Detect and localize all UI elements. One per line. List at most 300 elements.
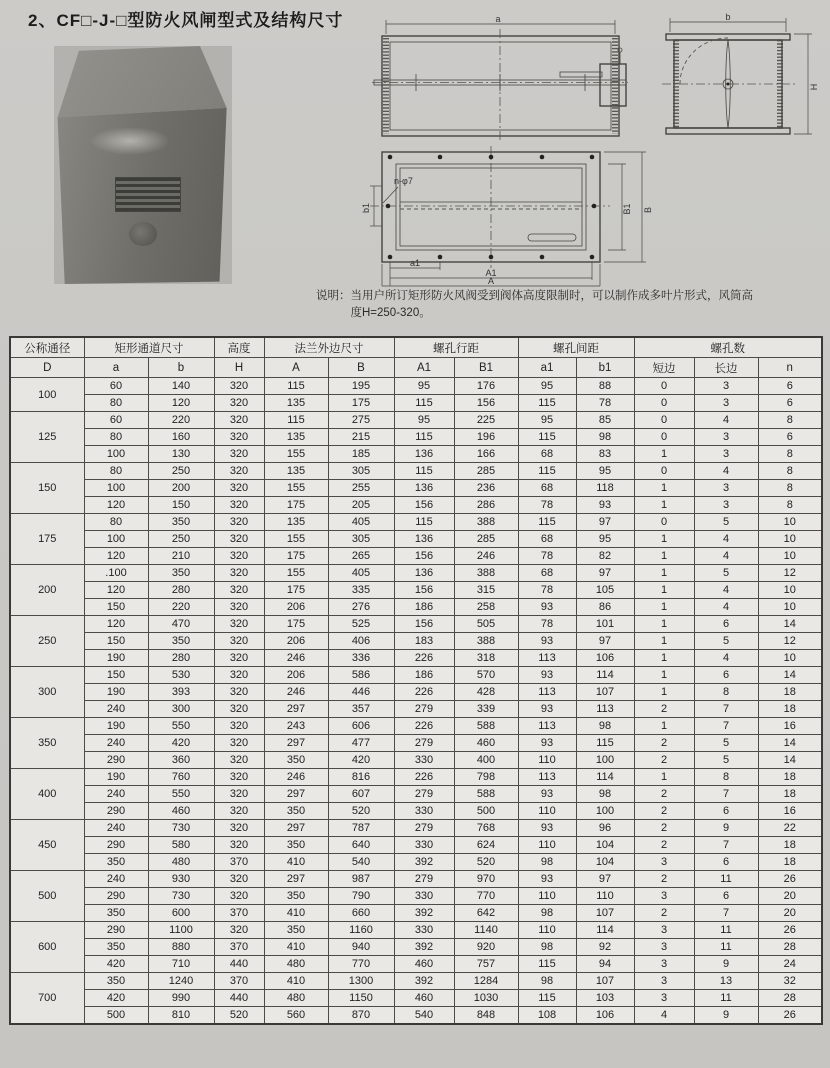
- dim-label-A: A: [487, 276, 495, 286]
- table-cell: 16: [758, 718, 822, 735]
- header-hole-spacing: 螺孔间距: [518, 337, 634, 358]
- table-row: [10, 871, 822, 888]
- table-cell: 78: [518, 497, 576, 514]
- table-cell: 870: [328, 1007, 394, 1025]
- table-cell: 4: [634, 1007, 694, 1025]
- table-cell: 290: [84, 752, 148, 769]
- table-cell: 520: [454, 854, 518, 871]
- table-cell: 810: [148, 1007, 214, 1025]
- table-cell: 10: [758, 599, 822, 616]
- table-cell: 110: [518, 803, 576, 820]
- table-cell: 350: [264, 803, 328, 820]
- table-cell: 190: [84, 769, 148, 786]
- table-cell: 135: [264, 514, 328, 531]
- table-cell: 115: [518, 956, 576, 973]
- table-cell: 446: [328, 684, 394, 701]
- table-cell: 470: [148, 616, 214, 633]
- table-cell: 150: [148, 497, 214, 514]
- table-cell: 226: [394, 718, 454, 735]
- table-cell: 320: [214, 769, 264, 786]
- table-cell: 265: [328, 548, 394, 565]
- table-row: [10, 582, 822, 599]
- table-cell-diameter: 175: [10, 514, 84, 565]
- table-cell: 9: [694, 820, 758, 837]
- table-row: [10, 718, 822, 735]
- table-cell: 3: [694, 480, 758, 497]
- table-cell: 315: [454, 582, 518, 599]
- table-cell: 624: [454, 837, 518, 854]
- table-cell: 350: [264, 888, 328, 905]
- table-cell: 11: [694, 871, 758, 888]
- subheader-D: D: [10, 358, 84, 378]
- table-cell: 115: [394, 429, 454, 446]
- table-cell-diameter: 700: [10, 973, 84, 1025]
- table-cell: 236: [454, 480, 518, 497]
- table-row: [10, 701, 822, 718]
- table-cell-diameter: 350: [10, 718, 84, 769]
- table-cell: .100: [84, 565, 148, 582]
- table-cell: 155: [264, 446, 328, 463]
- table-cell: 240: [84, 701, 148, 718]
- table-cell: 305: [328, 531, 394, 548]
- table-cell: 350: [264, 752, 328, 769]
- dim-label-B: B: [643, 206, 653, 214]
- table-cell: 1: [634, 769, 694, 786]
- table-cell: 135: [264, 463, 328, 480]
- table-row: [10, 650, 822, 667]
- table-cell: 290: [84, 888, 148, 905]
- table-cell: 6: [694, 888, 758, 905]
- table-cell: 206: [264, 633, 328, 650]
- table-cell: 9: [694, 1007, 758, 1025]
- table-cell: 297: [264, 820, 328, 837]
- table-cell: 350: [148, 565, 214, 582]
- table-cell: 297: [264, 735, 328, 752]
- table-cell: 540: [394, 1007, 454, 1025]
- table-cell: 136: [394, 531, 454, 548]
- table-cell: 220: [148, 599, 214, 616]
- table-cell: 285: [454, 531, 518, 548]
- header-nominal-diameter: 公称通径: [10, 337, 84, 358]
- table-cell: 120: [84, 616, 148, 633]
- table-cell: 104: [576, 854, 634, 871]
- table-cell: 0: [634, 378, 694, 395]
- table-cell: 24: [758, 956, 822, 973]
- table-cell: 970: [454, 871, 518, 888]
- table-cell: 520: [214, 1007, 264, 1025]
- table-row: [10, 803, 822, 820]
- table-cell: 107: [576, 905, 634, 922]
- table-cell: 9: [694, 956, 758, 973]
- table-row: [10, 752, 822, 769]
- table-cell: 95: [518, 378, 576, 395]
- table-cell: 100: [84, 531, 148, 548]
- table-cell: 98: [576, 718, 634, 735]
- table-cell: 607: [328, 786, 394, 803]
- table-cell: 5: [694, 633, 758, 650]
- table-cell: 195: [328, 378, 394, 395]
- table-cell: 155: [264, 565, 328, 582]
- table-cell: 160: [148, 429, 214, 446]
- table-cell: 226: [394, 650, 454, 667]
- table-cell: 150: [84, 667, 148, 684]
- table-cell: 106: [576, 1007, 634, 1025]
- table-cell: 1160: [328, 922, 394, 939]
- dim-label-a: a: [495, 14, 501, 24]
- table-cell: 760: [148, 769, 214, 786]
- table-cell: 730: [148, 888, 214, 905]
- header-flange-size: 法兰外边尺寸: [264, 337, 394, 358]
- table-cell: 2: [634, 905, 694, 922]
- table-cell: 330: [394, 837, 454, 854]
- table-cell: 297: [264, 701, 328, 718]
- table-cell: 3: [634, 973, 694, 990]
- front-view-drawing: [372, 14, 628, 144]
- table-cell: 940: [328, 939, 394, 956]
- table-cell: 140: [148, 378, 214, 395]
- table-cell: 880: [148, 939, 214, 956]
- table-cell: 175: [264, 582, 328, 599]
- table-cell: 18: [758, 854, 822, 871]
- table-cell: 114: [576, 769, 634, 786]
- table-cell: 1300: [328, 973, 394, 990]
- table-cell: 13: [694, 973, 758, 990]
- subheader-n: n: [758, 358, 822, 378]
- table-cell: 135: [264, 429, 328, 446]
- subheader-A1: A1: [394, 358, 454, 378]
- table-cell: 4: [694, 548, 758, 565]
- table-row: [10, 633, 822, 650]
- table-cell: 392: [394, 905, 454, 922]
- table-cell: 320: [214, 514, 264, 531]
- table-cell: 78: [576, 395, 634, 412]
- table-cell: 5: [694, 565, 758, 582]
- table-cell: 6: [758, 395, 822, 412]
- table-cell: 11: [694, 990, 758, 1007]
- table-cell: 98: [518, 973, 576, 990]
- table-cell-diameter: 300: [10, 667, 84, 718]
- table-cell: 246: [264, 650, 328, 667]
- table-cell: 18: [758, 684, 822, 701]
- table-cell: 115: [518, 514, 576, 531]
- table-cell: 768: [454, 820, 518, 837]
- table-cell: 4: [694, 412, 758, 429]
- table-cell: 1: [634, 650, 694, 667]
- table-cell: 642: [454, 905, 518, 922]
- table-cell: 8: [758, 412, 822, 429]
- table-cell: 480: [264, 956, 328, 973]
- header-height: 高度: [214, 337, 264, 358]
- table-cell: 94: [576, 956, 634, 973]
- table-cell: 92: [576, 939, 634, 956]
- table-cell: 97: [576, 871, 634, 888]
- table-cell: 95: [394, 378, 454, 395]
- table-cell: 10: [758, 650, 822, 667]
- table-cell: 115: [394, 514, 454, 531]
- table-cell: 0: [634, 395, 694, 412]
- table-row: [10, 786, 822, 803]
- table-cell: 183: [394, 633, 454, 650]
- table-cell: 3: [694, 497, 758, 514]
- table-row: [10, 939, 822, 956]
- table-cell: 95: [394, 412, 454, 429]
- table-cell: 3: [634, 939, 694, 956]
- table-cell: 410: [264, 905, 328, 922]
- header-duct-size: 矩形通道尺寸: [84, 337, 214, 358]
- table-cell: 1030: [454, 990, 518, 1007]
- table-cell: 120: [148, 395, 214, 412]
- table-cell: 360: [148, 752, 214, 769]
- table-cell: 6: [758, 378, 822, 395]
- table-cell: 14: [758, 735, 822, 752]
- table-cell: 4: [694, 531, 758, 548]
- table-cell: 150: [84, 633, 148, 650]
- table-cell: 2: [634, 837, 694, 854]
- table-cell: 200: [148, 480, 214, 497]
- table-row: [10, 548, 822, 565]
- table-cell: 320: [214, 378, 264, 395]
- table-cell: 460: [394, 990, 454, 1007]
- table-row: [10, 854, 822, 871]
- subheader-B1: B1: [454, 358, 518, 378]
- table-cell: 406: [328, 633, 394, 650]
- table-cell: 3: [634, 956, 694, 973]
- table-cell: 3: [694, 378, 758, 395]
- table-cell: 100: [576, 803, 634, 820]
- table-row: [10, 667, 822, 684]
- table-cell: 225: [454, 412, 518, 429]
- side-view-drawing: [636, 12, 830, 147]
- table-cell: 320: [214, 412, 264, 429]
- table-cell: 279: [394, 786, 454, 803]
- table-cell: 20: [758, 888, 822, 905]
- table-row: [10, 888, 822, 905]
- table-cell: 2: [634, 786, 694, 803]
- table-row: [10, 1007, 822, 1025]
- table-cell: 8: [694, 684, 758, 701]
- table-cell: 156: [394, 616, 454, 633]
- table-cell: 14: [758, 616, 822, 633]
- table-cell: 392: [394, 939, 454, 956]
- table-cell: 103: [576, 990, 634, 1007]
- table-cell: 320: [214, 616, 264, 633]
- table-cell: 586: [328, 667, 394, 684]
- table-cell: 320: [214, 922, 264, 939]
- table-row: [10, 514, 822, 531]
- table-row: [10, 769, 822, 786]
- table-cell: 206: [264, 599, 328, 616]
- table-cell: 420: [328, 752, 394, 769]
- table-cell: 710: [148, 956, 214, 973]
- table-cell: 96: [576, 820, 634, 837]
- table-cell: 7: [694, 701, 758, 718]
- table-cell: 320: [214, 633, 264, 650]
- table-cell: 155: [264, 531, 328, 548]
- table-cell: 113: [518, 769, 576, 786]
- table-cell: 279: [394, 871, 454, 888]
- table-cell: 320: [214, 837, 264, 854]
- table-cell: 108: [518, 1007, 576, 1025]
- table-cell: 7: [694, 837, 758, 854]
- table-cell: 1: [634, 531, 694, 548]
- table-cell: 550: [148, 786, 214, 803]
- table-cell: 93: [518, 667, 576, 684]
- table-cell: 320: [214, 429, 264, 446]
- table-cell: 388: [454, 633, 518, 650]
- table-cell: 130: [148, 446, 214, 463]
- table-cell: 175: [264, 497, 328, 514]
- table-cell: 20: [758, 905, 822, 922]
- table-cell: 115: [264, 412, 328, 429]
- table-cell: 83: [576, 446, 634, 463]
- table-cell: 330: [394, 922, 454, 939]
- table-cell: 920: [454, 939, 518, 956]
- table-cell: 186: [394, 667, 454, 684]
- table-cell: 6: [694, 803, 758, 820]
- table-cell: 8: [758, 480, 822, 497]
- table-cell: 68: [518, 565, 576, 582]
- table-cell: 156: [394, 497, 454, 514]
- table-cell: 100: [84, 446, 148, 463]
- table-cell-diameter: 125: [10, 412, 84, 463]
- table-row: [10, 599, 822, 616]
- table-cell: 392: [394, 973, 454, 990]
- table-cell: 930: [148, 871, 214, 888]
- table-cell: 68: [518, 446, 576, 463]
- table-cell: 420: [148, 735, 214, 752]
- table-cell: 186: [394, 599, 454, 616]
- table-cell: 10: [758, 582, 822, 599]
- table-cell: 136: [394, 565, 454, 582]
- table-cell: 339: [454, 701, 518, 718]
- table-cell: 226: [394, 684, 454, 701]
- subheader-B: B: [328, 358, 394, 378]
- table-cell: 350: [148, 514, 214, 531]
- table-cell: 320: [214, 531, 264, 548]
- table-cell: 250: [148, 531, 214, 548]
- table-cell: 392: [394, 854, 454, 871]
- table-cell: 550: [148, 718, 214, 735]
- table-cell: 275: [328, 412, 394, 429]
- table-header: [10, 337, 822, 378]
- table-row: [10, 973, 822, 990]
- table-cell: 136: [394, 446, 454, 463]
- table-cell: 1: [634, 667, 694, 684]
- table-cell: 770: [328, 956, 394, 973]
- table-cell: 6: [694, 854, 758, 871]
- table-cell: 80: [84, 395, 148, 412]
- table-cell: 440: [214, 956, 264, 973]
- table-cell: 3: [634, 888, 694, 905]
- table-row: [10, 395, 822, 412]
- table-cell: 1: [634, 497, 694, 514]
- table-cell: 320: [214, 701, 264, 718]
- table-cell: 205: [328, 497, 394, 514]
- table-cell: 100: [84, 480, 148, 497]
- subheader-short-side: 短边: [634, 358, 694, 378]
- photo-highlight: [90, 127, 170, 156]
- table-cell-diameter: 500: [10, 871, 84, 922]
- table-cell: 320: [214, 565, 264, 582]
- table-cell: 210: [148, 548, 214, 565]
- table-cell: 243: [264, 718, 328, 735]
- table-cell: 176: [454, 378, 518, 395]
- table-cell: 115: [518, 429, 576, 446]
- table-cell-diameter: 250: [10, 616, 84, 667]
- table-cell: 10: [758, 531, 822, 548]
- note: [316, 288, 828, 323]
- table-cell: 987: [328, 871, 394, 888]
- table-cell: 85: [576, 412, 634, 429]
- table-cell: 480: [148, 854, 214, 871]
- table-row: [10, 378, 822, 395]
- table-row: [10, 412, 822, 429]
- table-cell: 7: [694, 786, 758, 803]
- table-cell: 320: [214, 446, 264, 463]
- table-cell: 350: [264, 837, 328, 854]
- table-cell-diameter: 450: [10, 820, 84, 871]
- table-cell-diameter: 200: [10, 565, 84, 616]
- table-cell: 370: [214, 905, 264, 922]
- table-cell: 410: [264, 939, 328, 956]
- flange-view-drawing: [361, 146, 682, 288]
- table-cell: 530: [148, 667, 214, 684]
- table-cell: 320: [214, 871, 264, 888]
- table-row: [10, 990, 822, 1007]
- table-cell-diameter: 150: [10, 463, 84, 514]
- table-cell: 98: [518, 854, 576, 871]
- table-cell: 1240: [148, 973, 214, 990]
- table-cell: 115: [518, 463, 576, 480]
- table-cell: 110: [576, 888, 634, 905]
- table-cell: 460: [394, 956, 454, 973]
- table-cell: 150: [84, 599, 148, 616]
- table-cell: 88: [576, 378, 634, 395]
- note-label: 说明：: [316, 290, 351, 302]
- table-cell: 26: [758, 1007, 822, 1025]
- table-cell: 93: [518, 599, 576, 616]
- table-cell: 460: [148, 803, 214, 820]
- table-cell: 166: [454, 446, 518, 463]
- table-cell: 798: [454, 769, 518, 786]
- table-cell: 107: [576, 684, 634, 701]
- table-cell: 318: [454, 650, 518, 667]
- table-cell: 330: [394, 752, 454, 769]
- table-cell: 98: [518, 905, 576, 922]
- table-cell: 6: [758, 429, 822, 446]
- table-cell: 2: [634, 735, 694, 752]
- table-cell: 320: [214, 650, 264, 667]
- table-cell: 78: [518, 582, 576, 599]
- table-cell: 246: [454, 548, 518, 565]
- table-cell: 320: [214, 463, 264, 480]
- table-cell: 68: [518, 480, 576, 497]
- table-cell: 3: [694, 395, 758, 412]
- table-cell: 460: [454, 735, 518, 752]
- table-cell: 135: [264, 395, 328, 412]
- table-cell: 305: [328, 463, 394, 480]
- table-cell: 156: [454, 395, 518, 412]
- table-cell: 14: [758, 752, 822, 769]
- table-cell: 320: [214, 395, 264, 412]
- table-cell: 320: [214, 548, 264, 565]
- table-cell: 113: [518, 650, 576, 667]
- table-cell: 320: [214, 667, 264, 684]
- table-cell: 98: [576, 429, 634, 446]
- table-cell: 120: [84, 582, 148, 599]
- subheader-b1: b1: [576, 358, 634, 378]
- table-cell: 500: [454, 803, 518, 820]
